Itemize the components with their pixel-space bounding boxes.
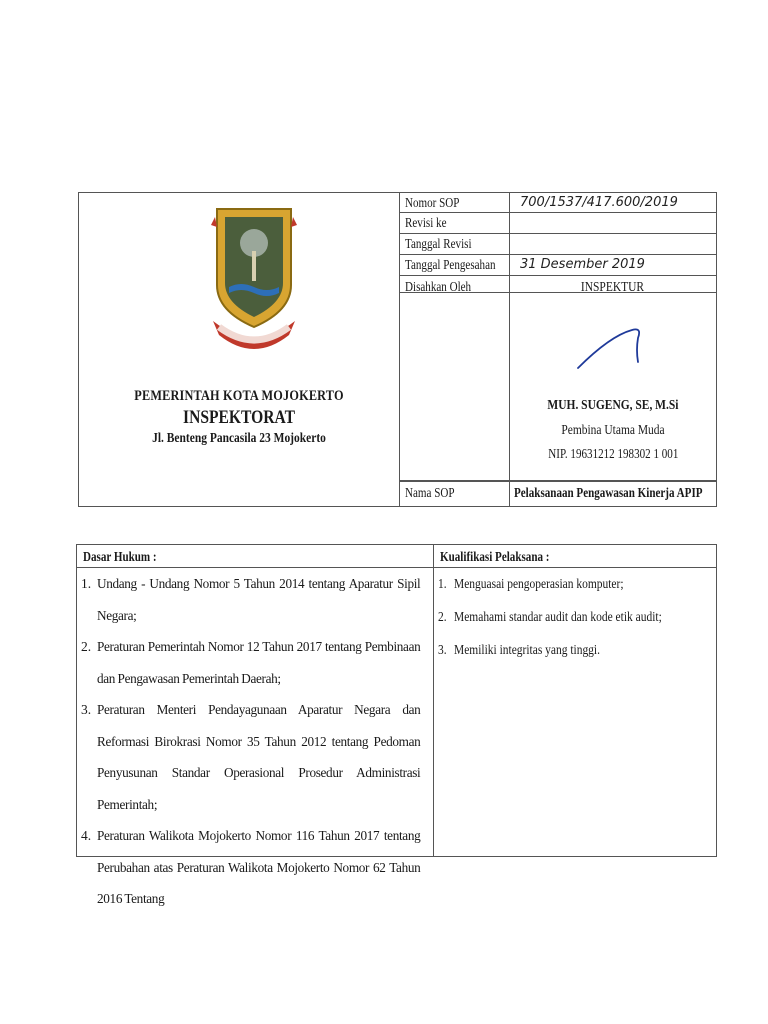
list-item <box>77 694 433 820</box>
kualifikasi-column <box>434 545 716 856</box>
list-item <box>77 820 433 915</box>
list-item-text: Menguasai pengoperasian komputer; <box>454 576 624 591</box>
kualifikasi-heading: Kualifikasi Pelaksana : <box>440 549 550 564</box>
signature-area <box>510 276 716 480</box>
list-item <box>434 601 716 634</box>
row-revisi <box>399 213 716 234</box>
sop-meta-table <box>399 193 716 506</box>
nomor-sop-label: Nomor SOP <box>405 195 460 210</box>
list-item-text: Peraturan Menteri Pendayagunaan Aparatur Negara dan Reformasi Birokrasi Nomor 35 Tahun 2012 tentang Pedoman Penyusunan Standar Operasional Prosedur Administrasi Pemerintah; <box>97 702 421 812</box>
signer-nip: NIP. 19631212 198302 1 001 <box>547 446 679 461</box>
dasar-hukum-column <box>77 545 434 906</box>
nama-sop-value: Pelaksanaan Pengawasan Kinerja APIP <box>514 485 703 500</box>
list-item-text: Memiliki integritas yang tinggi. <box>454 642 600 657</box>
row-nomor-sop <box>399 193 716 213</box>
list-item <box>77 568 433 631</box>
row-tanggal-revisi <box>399 234 716 255</box>
row-disahkan-oleh <box>399 275 716 481</box>
signer-name: MUH. SUGENG, SE, M.Si <box>547 398 679 413</box>
signer-rank: Pembina Utama Muda <box>561 423 665 438</box>
list-item <box>77 631 433 694</box>
legal-basis-table <box>76 544 717 906</box>
dasar-hukum-heading: Dasar Hukum : <box>83 549 157 564</box>
nomor-sop-value: 700/1537/417.600/2019 <box>520 195 678 210</box>
list-item-number: 3. <box>81 702 92 717</box>
signer-title: INSPEKTUR <box>581 280 645 295</box>
tanggal-pengesahan-value: 31 Desember 2019 <box>520 257 645 272</box>
tanggal-pengesahan-label: Tanggal Pengesahan <box>405 257 496 272</box>
tanggal-revisi-label: Tanggal Revisi <box>405 236 472 251</box>
city-crest-emblem <box>209 203 299 363</box>
disahkan-oleh-label: Disahkan Oleh <box>405 279 472 294</box>
org-panel <box>79 193 400 506</box>
list-item <box>434 634 716 667</box>
revisi-value <box>510 213 716 233</box>
list-item-number: 3. <box>438 642 447 657</box>
org-unit-title: INSPEKTORAT <box>183 407 295 428</box>
kualifikasi-list <box>434 568 716 667</box>
sop-header-box <box>78 192 717 507</box>
list-item-text: Memahami standar audit dan kode etik audit; <box>454 609 662 624</box>
handwritten-signature <box>570 316 660 376</box>
list-item-number: 4. <box>81 828 92 843</box>
tanggal-revisi-value <box>510 234 716 254</box>
dasar-hukum-list <box>77 568 433 915</box>
list-item-number: 1. <box>81 576 92 591</box>
revisi-label: Revisi ke <box>405 215 447 230</box>
list-item-text: Undang - Undang Nomor 5 Tahun 2014 tentang Aparatur Sipil Negara; <box>97 576 421 623</box>
org-name: PEMERINTAH KOTA MOJOKERTO <box>134 388 344 404</box>
list-item-text: Peraturan Walikota Mojokerto Nomor 116 Tahun 2017 tentang Perubahan atas Peraturan Walikota Mojokerto Nomor 62 Tahun 2016 Tentang <box>97 828 421 906</box>
org-address: Jl. Benteng Pancasila 23 Mojokerto <box>152 431 326 446</box>
list-item-number: 2. <box>81 639 92 654</box>
row-nama-sop <box>399 481 716 506</box>
list-item-number: 2. <box>438 609 447 624</box>
nama-sop-label: Nama SOP <box>405 485 455 500</box>
list-item-number: 1. <box>438 576 447 591</box>
list-item-text: Peraturan Pemerintah Nomor 12 Tahun 2017 tentang Pembinaan dan Pengawasan Pemerintah Daerah; <box>97 639 421 686</box>
list-item <box>434 568 716 601</box>
